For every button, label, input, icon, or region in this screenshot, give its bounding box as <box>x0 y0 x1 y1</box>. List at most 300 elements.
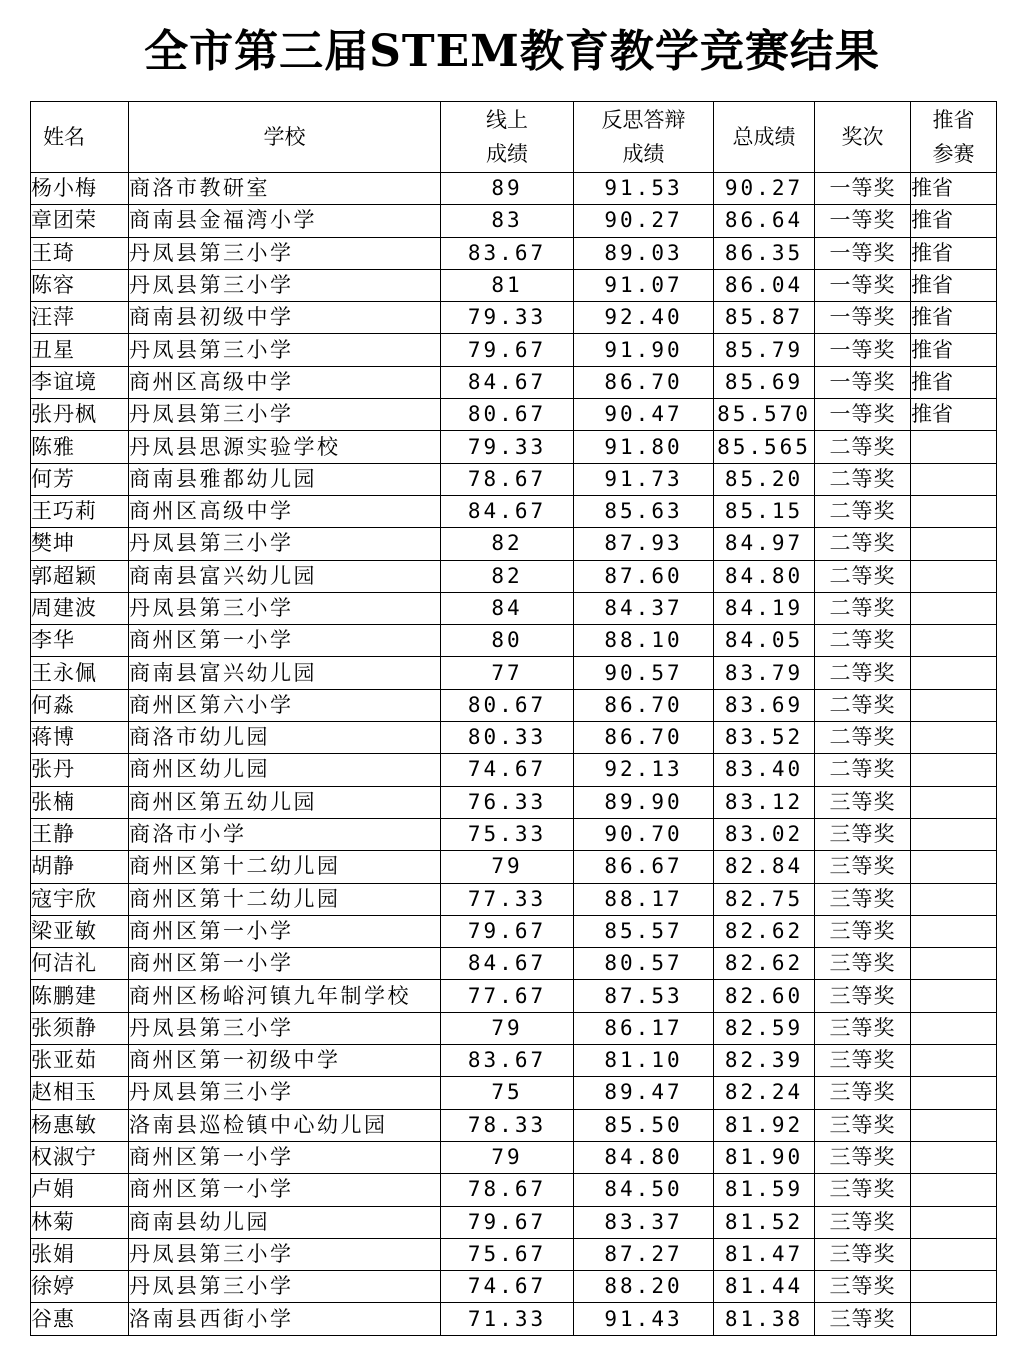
cell-award: 三等奖 <box>815 1141 911 1173</box>
cell-online-score: 79 <box>441 1012 574 1044</box>
cell-name: 王永佩 <box>31 657 129 689</box>
table-row <box>31 1271 997 1303</box>
cell-name: 张楠 <box>31 786 129 818</box>
cell-name: 丑星 <box>31 334 129 366</box>
cell-name: 张亚茹 <box>31 1045 129 1077</box>
cell-province: 推省 <box>911 269 997 301</box>
cell-defense-score: 91.53 <box>574 173 714 205</box>
cell-school: 丹凤县第三小学 <box>129 528 441 560</box>
cell-award: 三等奖 <box>815 1206 911 1238</box>
cell-defense-score: 84.50 <box>574 1174 714 1206</box>
cell-total-score: 86.64 <box>714 205 815 237</box>
cell-defense-score: 91.80 <box>574 431 714 463</box>
cell-award: 一等奖 <box>815 205 911 237</box>
cell-online-score: 79.67 <box>441 334 574 366</box>
cell-school: 丹凤县第三小学 <box>129 334 441 366</box>
cell-award: 二等奖 <box>815 528 911 560</box>
cell-name: 林菊 <box>31 1206 129 1238</box>
cell-defense-score: 86.17 <box>574 1012 714 1044</box>
cell-total-score: 86.35 <box>714 237 815 269</box>
cell-award: 一等奖 <box>815 173 911 205</box>
cell-school: 商州区第一小学 <box>129 915 441 947</box>
cell-total-score: 84.80 <box>714 560 815 592</box>
cell-province: 推省 <box>911 205 997 237</box>
cell-defense-score: 90.57 <box>574 657 714 689</box>
header-province-line2: 参赛 <box>932 142 975 166</box>
cell-school: 洛南县西街小学 <box>129 1303 441 1335</box>
cell-online-score: 80.67 <box>441 689 574 721</box>
cell-school: 洛南县巡检镇中心幼儿园 <box>129 1109 441 1141</box>
header-award: 奖次 <box>815 102 911 173</box>
cell-online-score: 82 <box>441 560 574 592</box>
cell-total-score: 85.15 <box>714 495 815 527</box>
cell-province <box>911 883 997 915</box>
results-table <box>30 101 997 1336</box>
cell-name: 杨小梅 <box>31 173 129 205</box>
cell-school: 商洛市幼儿园 <box>129 722 441 754</box>
cell-name: 汪萍 <box>31 302 129 334</box>
cell-school: 商州区高级中学 <box>129 366 441 398</box>
cell-award: 三等奖 <box>815 1012 911 1044</box>
table-row <box>31 948 997 980</box>
cell-online-score: 75.33 <box>441 818 574 850</box>
cell-online-score: 76.33 <box>441 786 574 818</box>
cell-defense-score: 85.57 <box>574 915 714 947</box>
cell-online-score: 74.67 <box>441 1271 574 1303</box>
cell-province <box>911 1238 997 1270</box>
cell-name: 徐婷 <box>31 1271 129 1303</box>
cell-online-score: 78.67 <box>441 463 574 495</box>
cell-school: 商州区第十二幼儿园 <box>129 883 441 915</box>
cell-award: 一等奖 <box>815 269 911 301</box>
cell-name: 权淑宁 <box>31 1141 129 1173</box>
cell-province <box>911 1012 997 1044</box>
cell-online-score: 79.67 <box>441 915 574 947</box>
table-row <box>31 1303 997 1335</box>
table-row <box>31 1206 997 1238</box>
cell-school: 商州区高级中学 <box>129 495 441 527</box>
cell-school: 商洛市小学 <box>129 818 441 850</box>
cell-name: 张娟 <box>31 1238 129 1270</box>
cell-school: 商州区第一小学 <box>129 1174 441 1206</box>
cell-total-score: 84.05 <box>714 625 815 657</box>
cell-school: 商州区第十二幼儿园 <box>129 851 441 883</box>
cell-name: 杨惠敏 <box>31 1109 129 1141</box>
table-row <box>31 1045 997 1077</box>
cell-online-score: 77.67 <box>441 980 574 1012</box>
cell-name: 李谊境 <box>31 366 129 398</box>
cell-defense-score: 86.67 <box>574 851 714 883</box>
cell-province <box>911 431 997 463</box>
cell-total-score: 85.79 <box>714 334 815 366</box>
cell-online-score: 79.33 <box>441 431 574 463</box>
cell-name: 周建波 <box>31 592 129 624</box>
table-row <box>31 173 997 205</box>
cell-award: 二等奖 <box>815 625 911 657</box>
table-header <box>31 102 997 173</box>
table-row <box>31 786 997 818</box>
cell-total-score: 85.87 <box>714 302 815 334</box>
cell-online-score: 83.67 <box>441 1045 574 1077</box>
cell-province: 推省 <box>911 399 997 431</box>
cell-defense-score: 88.17 <box>574 883 714 915</box>
cell-online-score: 79 <box>441 851 574 883</box>
cell-defense-score: 85.63 <box>574 495 714 527</box>
cell-defense-score: 87.53 <box>574 980 714 1012</box>
cell-defense-score: 85.50 <box>574 1109 714 1141</box>
cell-online-score: 83 <box>441 205 574 237</box>
cell-name: 陈雅 <box>31 431 129 463</box>
cell-award: 二等奖 <box>815 722 911 754</box>
cell-province <box>911 1174 997 1206</box>
cell-name: 胡静 <box>31 851 129 883</box>
table-row <box>31 431 997 463</box>
cell-total-score: 81.52 <box>714 1206 815 1238</box>
cell-school: 丹凤县第三小学 <box>129 237 441 269</box>
cell-defense-score: 88.10 <box>574 625 714 657</box>
cell-school: 商南县富兴幼儿园 <box>129 560 441 592</box>
cell-online-score: 84.67 <box>441 948 574 980</box>
cell-online-score: 80.67 <box>441 399 574 431</box>
cell-online-score: 81 <box>441 269 574 301</box>
table-row <box>31 237 997 269</box>
cell-defense-score: 84.37 <box>574 592 714 624</box>
cell-school: 丹凤县思源实验学校 <box>129 431 441 463</box>
cell-defense-score: 89.03 <box>574 237 714 269</box>
cell-name: 何洁礼 <box>31 948 129 980</box>
cell-defense-score: 86.70 <box>574 366 714 398</box>
cell-award: 一等奖 <box>815 334 911 366</box>
cell-defense-score: 80.57 <box>574 948 714 980</box>
cell-name: 赵相玉 <box>31 1077 129 1109</box>
cell-total-score: 83.79 <box>714 657 815 689</box>
table-row <box>31 689 997 721</box>
cell-total-score: 85.20 <box>714 463 815 495</box>
header-province <box>911 102 997 173</box>
cell-defense-score: 90.27 <box>574 205 714 237</box>
table-row <box>31 625 997 657</box>
cell-online-score: 77.33 <box>441 883 574 915</box>
cell-award: 三等奖 <box>815 915 911 947</box>
cell-province <box>911 657 997 689</box>
cell-province <box>911 1045 997 1077</box>
cell-award: 二等奖 <box>815 657 911 689</box>
table-row <box>31 205 997 237</box>
cell-province <box>911 625 997 657</box>
cell-award: 三等奖 <box>815 1109 911 1141</box>
header-defense-line2: 成绩 <box>622 142 665 166</box>
cell-online-score: 78.67 <box>441 1174 574 1206</box>
cell-total-score: 82.84 <box>714 851 815 883</box>
cell-award: 二等奖 <box>815 592 911 624</box>
cell-school: 丹凤县第三小学 <box>129 1077 441 1109</box>
cell-province <box>911 528 997 560</box>
cell-school: 商南县初级中学 <box>129 302 441 334</box>
table-row <box>31 302 997 334</box>
cell-defense-score: 91.43 <box>574 1303 714 1335</box>
cell-province <box>911 463 997 495</box>
cell-school: 商州区第一小学 <box>129 625 441 657</box>
cell-name: 陈容 <box>31 269 129 301</box>
table-row <box>31 269 997 301</box>
cell-total-score: 81.47 <box>714 1238 815 1270</box>
cell-defense-score: 90.47 <box>574 399 714 431</box>
cell-award: 三等奖 <box>815 1174 911 1206</box>
cell-online-score: 79.67 <box>441 1206 574 1238</box>
cell-school: 丹凤县第三小学 <box>129 1271 441 1303</box>
header-online-line1: 线上 <box>486 108 528 132</box>
table-body <box>31 173 997 1336</box>
table-row <box>31 1141 997 1173</box>
cell-online-score: 80.33 <box>441 722 574 754</box>
cell-award: 三等奖 <box>815 1045 911 1077</box>
cell-total-score: 83.12 <box>714 786 815 818</box>
table-row <box>31 463 997 495</box>
cell-province: 推省 <box>911 173 997 205</box>
cell-total-score: 85.69 <box>714 366 815 398</box>
cell-total-score: 82.60 <box>714 980 815 1012</box>
cell-online-score: 82 <box>441 528 574 560</box>
cell-defense-score: 89.90 <box>574 786 714 818</box>
cell-total-score: 83.02 <box>714 818 815 850</box>
header-defense-line1: 反思答辩 <box>601 108 686 132</box>
cell-province <box>911 1271 997 1303</box>
table-row <box>31 560 997 592</box>
cell-award: 三等奖 <box>815 1303 911 1335</box>
cell-name: 梁亚敏 <box>31 915 129 947</box>
cell-total-score: 86.04 <box>714 269 815 301</box>
table-row <box>31 334 997 366</box>
cell-online-score: 71.33 <box>441 1303 574 1335</box>
cell-online-score: 75.67 <box>441 1238 574 1270</box>
table-row <box>31 366 997 398</box>
cell-province <box>911 1109 997 1141</box>
cell-defense-score: 87.60 <box>574 560 714 592</box>
cell-defense-score: 92.40 <box>574 302 714 334</box>
cell-total-score: 82.62 <box>714 915 815 947</box>
header-name: 姓名 <box>31 102 129 173</box>
cell-school: 丹凤县第三小学 <box>129 269 441 301</box>
cell-total-score: 82.62 <box>714 948 815 980</box>
cell-school: 商洛市教研室 <box>129 173 441 205</box>
cell-online-score: 78.33 <box>441 1109 574 1141</box>
cell-total-score: 83.40 <box>714 754 815 786</box>
cell-name: 章团荣 <box>31 205 129 237</box>
cell-award: 三等奖 <box>815 786 911 818</box>
table-row <box>31 592 997 624</box>
cell-school: 商南县富兴幼儿园 <box>129 657 441 689</box>
table-row <box>31 1174 997 1206</box>
header-online-score <box>441 102 574 173</box>
cell-award: 三等奖 <box>815 1271 911 1303</box>
cell-total-score: 82.39 <box>714 1045 815 1077</box>
cell-award: 一等奖 <box>815 302 911 334</box>
cell-online-score: 84 <box>441 592 574 624</box>
cell-award: 三等奖 <box>815 818 911 850</box>
cell-province <box>911 851 997 883</box>
cell-total-score: 82.75 <box>714 883 815 915</box>
cell-defense-score: 87.27 <box>574 1238 714 1270</box>
cell-online-score: 79 <box>441 1141 574 1173</box>
cell-name: 王琦 <box>31 237 129 269</box>
table-row <box>31 1238 997 1270</box>
cell-school: 商州区第一初级中学 <box>129 1045 441 1077</box>
cell-total-score: 82.59 <box>714 1012 815 1044</box>
header-total-score: 总成绩 <box>714 102 815 173</box>
cell-online-score: 79.33 <box>441 302 574 334</box>
cell-total-score: 81.92 <box>714 1109 815 1141</box>
cell-total-score: 81.44 <box>714 1271 815 1303</box>
cell-award: 三等奖 <box>815 851 911 883</box>
cell-award: 一等奖 <box>815 366 911 398</box>
cell-online-score: 74.67 <box>441 754 574 786</box>
cell-province: 推省 <box>911 237 997 269</box>
cell-school: 商州区幼儿园 <box>129 754 441 786</box>
cell-online-score: 77 <box>441 657 574 689</box>
cell-name: 何淼 <box>31 689 129 721</box>
table-row <box>31 754 997 786</box>
table-row <box>31 883 997 915</box>
cell-defense-score: 84.80 <box>574 1141 714 1173</box>
cell-name: 何芳 <box>31 463 129 495</box>
cell-province <box>911 722 997 754</box>
cell-award: 三等奖 <box>815 1238 911 1270</box>
table-row <box>31 1012 997 1044</box>
cell-name: 樊坤 <box>31 528 129 560</box>
cell-defense-score: 83.37 <box>574 1206 714 1238</box>
cell-award: 二等奖 <box>815 689 911 721</box>
cell-total-score: 81.90 <box>714 1141 815 1173</box>
cell-school: 商南县幼儿园 <box>129 1206 441 1238</box>
page-title: 全市第三届STEM教育教学竞赛结果 <box>144 26 880 77</box>
cell-total-score: 81.38 <box>714 1303 815 1335</box>
table-row <box>31 818 997 850</box>
cell-school: 丹凤县第三小学 <box>129 592 441 624</box>
cell-defense-score: 87.93 <box>574 528 714 560</box>
cell-name: 王静 <box>31 818 129 850</box>
cell-province <box>911 560 997 592</box>
cell-defense-score: 91.07 <box>574 269 714 301</box>
cell-total-score: 84.97 <box>714 528 815 560</box>
cell-total-score: 83.52 <box>714 722 815 754</box>
cell-award: 三等奖 <box>815 1077 911 1109</box>
cell-province <box>911 786 997 818</box>
cell-defense-score: 81.10 <box>574 1045 714 1077</box>
cell-school: 商州区第六小学 <box>129 689 441 721</box>
cell-school: 商南县雅都幼儿园 <box>129 463 441 495</box>
cell-name: 郭超颖 <box>31 560 129 592</box>
header-online-line2: 成绩 <box>486 142 528 166</box>
cell-province <box>911 754 997 786</box>
cell-school: 丹凤县第三小学 <box>129 1238 441 1270</box>
cell-online-score: 84.67 <box>441 495 574 527</box>
cell-total-score: 85.565 <box>714 431 815 463</box>
cell-defense-score: 90.70 <box>574 818 714 850</box>
cell-total-score: 81.59 <box>714 1174 815 1206</box>
cell-defense-score: 91.90 <box>574 334 714 366</box>
cell-award: 三等奖 <box>815 980 911 1012</box>
cell-name: 张丹枫 <box>31 399 129 431</box>
table-row <box>31 1077 997 1109</box>
cell-province <box>911 592 997 624</box>
cell-award: 一等奖 <box>815 237 911 269</box>
cell-online-score: 89 <box>441 173 574 205</box>
cell-name: 寇宇欣 <box>31 883 129 915</box>
cell-school: 商州区第一小学 <box>129 948 441 980</box>
table-row <box>31 657 997 689</box>
cell-province <box>911 1206 997 1238</box>
cell-name: 李华 <box>31 625 129 657</box>
cell-award: 三等奖 <box>815 883 911 915</box>
cell-award: 二等奖 <box>815 560 911 592</box>
cell-defense-score: 91.73 <box>574 463 714 495</box>
cell-province <box>911 1077 997 1109</box>
cell-award: 二等奖 <box>815 463 911 495</box>
cell-total-score: 84.19 <box>714 592 815 624</box>
cell-award: 二等奖 <box>815 431 911 463</box>
cell-defense-score: 89.47 <box>574 1077 714 1109</box>
cell-school: 丹凤县第三小学 <box>129 399 441 431</box>
cell-total-score: 83.69 <box>714 689 815 721</box>
cell-school: 商州区第五幼儿园 <box>129 786 441 818</box>
cell-province <box>911 689 997 721</box>
cell-award: 二等奖 <box>815 495 911 527</box>
header-defense-score <box>574 102 714 173</box>
header-province-line1: 推省 <box>932 108 975 132</box>
table-row <box>31 399 997 431</box>
table-row <box>31 915 997 947</box>
table-row <box>31 851 997 883</box>
cell-name: 王巧莉 <box>31 495 129 527</box>
cell-online-score: 75 <box>441 1077 574 1109</box>
cell-province <box>911 818 997 850</box>
cell-name: 张须静 <box>31 1012 129 1044</box>
cell-province <box>911 948 997 980</box>
cell-online-score: 80 <box>441 625 574 657</box>
table-row <box>31 722 997 754</box>
cell-award: 一等奖 <box>815 399 911 431</box>
cell-online-score: 83.67 <box>441 237 574 269</box>
cell-total-score: 85.570 <box>714 399 815 431</box>
cell-school: 商南县金福湾小学 <box>129 205 441 237</box>
cell-province: 推省 <box>911 302 997 334</box>
cell-province <box>911 980 997 1012</box>
cell-award: 三等奖 <box>815 948 911 980</box>
cell-school: 丹凤县第三小学 <box>129 1012 441 1044</box>
cell-award: 二等奖 <box>815 754 911 786</box>
table-row <box>31 980 997 1012</box>
cell-name: 谷惠 <box>31 1303 129 1335</box>
cell-total-score: 82.24 <box>714 1077 815 1109</box>
table-row <box>31 1109 997 1141</box>
cell-name: 卢娟 <box>31 1174 129 1206</box>
cell-province <box>911 915 997 947</box>
cell-province <box>911 1141 997 1173</box>
cell-total-score: 90.27 <box>714 173 815 205</box>
cell-name: 张丹 <box>31 754 129 786</box>
cell-defense-score: 92.13 <box>574 754 714 786</box>
table-row <box>31 528 997 560</box>
table-row <box>31 495 997 527</box>
cell-name: 陈鹏建 <box>31 980 129 1012</box>
cell-defense-score: 86.70 <box>574 722 714 754</box>
cell-province: 推省 <box>911 366 997 398</box>
cell-defense-score: 88.20 <box>574 1271 714 1303</box>
cell-province <box>911 1303 997 1335</box>
cell-school: 商州区第一小学 <box>129 1141 441 1173</box>
cell-province <box>911 495 997 527</box>
header-school: 学校 <box>129 102 441 173</box>
